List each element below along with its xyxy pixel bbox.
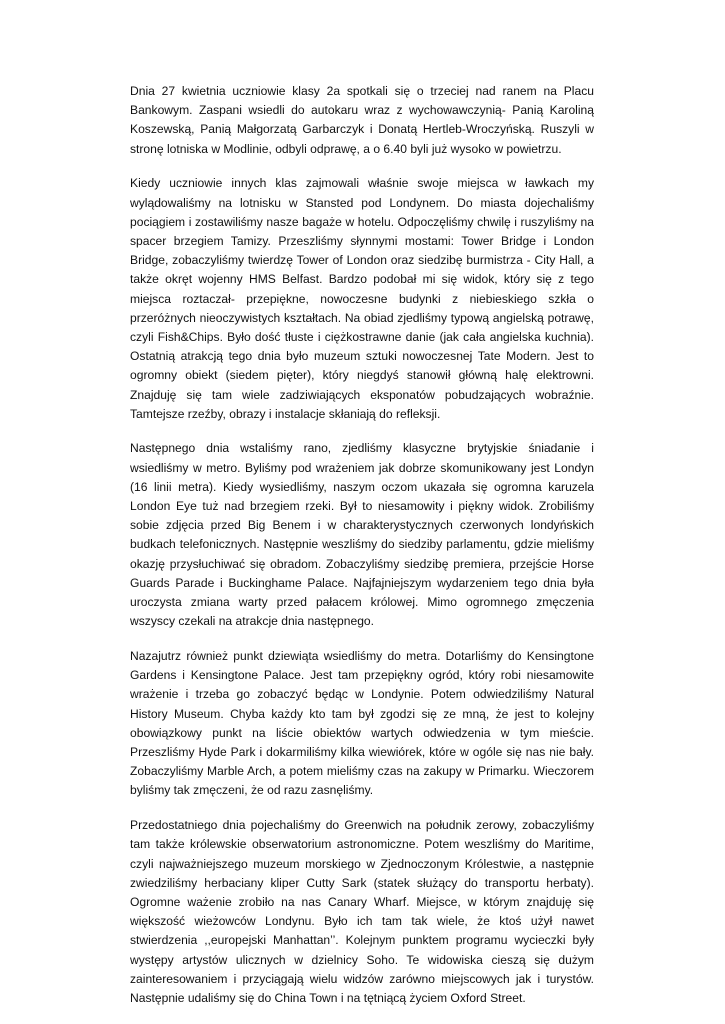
paragraph-5: Przedostatniego dnia pojechaliśmy do Greenwich na południk zerowy, zobaczyliśmy tam także królewskie obserwatorium astronomiczne. Potem weszliśmy do Maritime, czyli najważniejszego muzeum morskiego w Zjednoczonym Królestwie, a następnie zwiedziliśmy herbaciany kliper Cutty Sark (statek służący do transportu herbaty). Ogromne ważenie zrobiło na nas Canary Wharf. Miejsce, w którym znajduję się większość wieżowców Londynu. Było ich tam tak wiele, że ktoś użył nawet stwierdzenia ,,europejski Manhattan’’. Kolejnym punktem programu wycieczki były występy artystów ulicznych w dzielnicy Soho. Te widowiska cieszą się dużym zainteresowaniem i przyciągają wielu widzów zarówno miejscowych jak i turystów. Następnie udaliśmy się do China Town i na tętniącą życiem Oxford Street. [130,818,594,1005]
paragraph-1: Dnia 27 kwietnia uczniowie klasy 2a spotkali się o trzeciej nad ranem na Placu Bankowym. Zaspani wsiedli do autokaru wraz z wychowawczynią- Panią Karoliną Koszewską, Panią Małgorzatą Garbarczyk i Donatą Hertleb-Wroczyńską. Ruszyli w stronę lotniska w Modlinie, odbyli odprawę, a o 6.40 byli już wysoko w powietrzu. [130,84,594,156]
paragraph-3: Następnego dnia wstaliśmy rano, zjedliśmy klasyczne brytyjskie śniadanie i wsiedliśmy w metro. Byliśmy pod wrażeniem jak dobrze skomunikowany jest Londyn (16 linii metra). Kiedy wysiedliśmy, naszym oczom ukazała się ogromna karuzela London Eye tuż nad brzegiem rzeki. Był to niesamowity i piękny widok. Zrobiliśmy sobie zdjęcia przed Big Benem i w charakterystycznych czerwonych londyńskich budkach telefonicznych. Następnie weszliśmy do siedziby parlamentu, gdzie mieliśmy okazję przysłuchiwać się obradom. Zobaczyliśmy siedzibę premiera, przejście Horse Guards Parade i Buckinghame Palace. Najfajniejszym wydarzeniem tego dnia była uroczysta zmiana warty przed pałacem królowej. Mimo ogromnego zmęczenia wszyscy czekali na atrakcje dnia następnego. [130,441,594,629]
paragraph-2: Kiedy uczniowie innych klas zajmowali właśnie swoje miejsca w ławkach my wylądowaliśmy na lotnisku w Stansted pod Londynem. Do miasta dojechaliśmy pociągiem i zostawiliśmy nasze bagaże w hotelu. Odpoczęliśmy chwilę i ruszyliśmy na spacer brzegiem Tamizy. Przeszliśmy słynnymi mostami: Tower Bridge i London Bridge, zobaczyliśmy twierdzę Tower of London oraz siedzibę burmistrza - City Hall, a także okręt wojenny HMS Belfast. Bardzo podobał mi się widok, który się z tego miejsca roztaczał- przepiękne, nowoczesne budynki z niebieskiego szkła o przeróżnych nieoczywistych kształtach. Na obiad zjedliśmy typową angielską potrawę, czyli Fish&Chips. Było dość tłuste i ciężkostrawne danie (jak cała angielska kuchnia). Ostatnią atrakcją tego dnia było muzeum sztuki nowoczesnej Tate Modern. Jest to ogromny obiekt (siedem pięter), który niegdyś stanowił główną halę elektrowni. Znajduję się tam wiele zadziwiających eksponatów pobudzających wobraźnie. Tamtejsze rzeźby, obrazy i instalacje skłaniają do refleksji. [130,176,594,421]
document-body [130,82,594,1008]
paragraph-4: Nazajutrz również punkt dziewiąta wsiedliśmy do metra. Dotarliśmy do Kensingtone Gardens i Kensingtone Palace. Jest tam przepiękny ogród, który robi niesamowite wrażenie i trzeba go zobaczyć będąc w Londynie. Potem odwiedziliśmy Natural History Museum. Chyba każdy kto tam był zgodzi się ze mną, że jest to kolejny obowiązkowy punkt na liście obiektów wartych odwiedzenia w tym mieście. Przeszliśmy Hyde Park i dokarmiliśmy kilka wiewiórek, które w ogóle się nas nie bały. Zobaczyliśmy Marble Arch, a potem mieliśmy czas na zakupy w Primarku. Wieczorem byliśmy tak zmęczeni, że od razu zasnęliśmy. [130,648,594,798]
